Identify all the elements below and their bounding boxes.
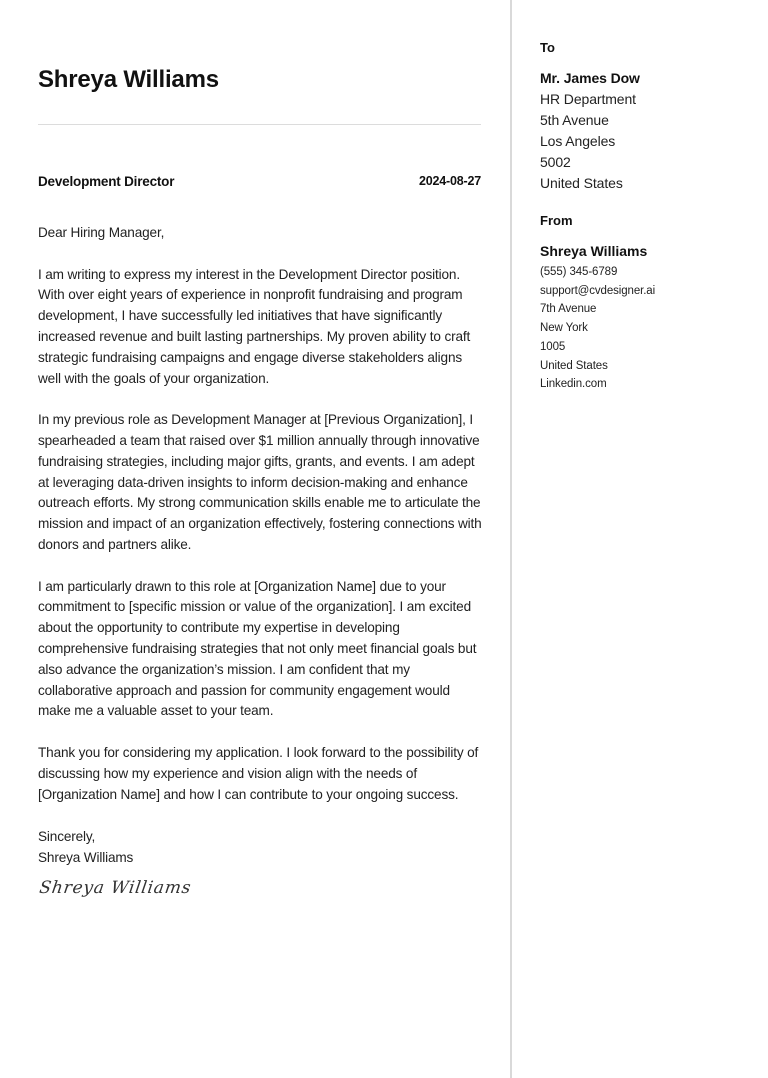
recipient-street: 5th Avenue [540,112,609,128]
paragraph-3: I am particularly drawn to this role at [Organization Name] due to your commitment to [specific mission or value of the organization]. I am excited about the opportunity to contribute my expertise in developing comprehensive fundraising strategies that not only meet financial goals but also advance the organization’s mission. I am confident that my collaborative approach and passion for community engagement would make me a valuable asset to your team. [38,578,477,719]
to-label: To [540,40,555,55]
sender-details [540,241,655,394]
recipient-name: Mr. James Dow [540,70,640,86]
recipient-department: HR Department [540,91,636,107]
sender-email: support@cvdesigner.ai [540,284,656,297]
handwritten-signature: Shreya Williams [38,878,193,898]
closing-name: Shreya Williams [38,849,134,865]
sender-name: Shreya Williams [540,243,648,259]
sender-city: New York [540,322,588,335]
letter-date: 2024-08-27 [419,174,481,188]
applicant-name: Shreya Williams [38,66,219,93]
sender-website: Linkedin.com [540,378,607,391]
letter-body [38,223,484,826]
recipient-address [540,68,640,194]
sender-zip: 1005 [540,340,566,353]
sender-phone: (555) 345-6789 [540,266,618,278]
paragraph-2: In my previous role as Development Manager at [Previous Organization], I spearheaded a team that raised over $1 million annually through innovative fundraising strategies, including major gifts, grants, and events. I am adept at leveraging data-driven insights to inform decision-making and enhance outreach efforts. My strong communication skills enable me to articulate the mission and impact of an organization effectively, fostering connections with donors and partners alike. [38,412,482,552]
paragraph-1: I am writing to express my interest in the Development Director position. With over eight years of experience in nonprofit fundraising and program development, I have successfully led initiatives that have significantly increased revenue and built lasting partnerships. My proven ability to craft strategic fundraising campaigns and engage diverse stakeholders aligns well with the goals of your organization. [38,266,471,386]
from-label: From [540,213,573,228]
recipient-country: United States [540,175,623,191]
header-divider [38,124,481,125]
job-title: Development Director [38,174,175,189]
recipient-city: Los Angeles [540,133,616,149]
recipient-zip: 5002 [540,154,571,170]
closing-block [38,827,133,869]
closing-phrase: Sincerely, [38,829,96,844]
sender-country: United States [540,359,608,372]
sender-street: 7th Avenue [540,303,597,316]
address-sidebar [540,0,755,1078]
paragraph-4: Thank you for considering my application. I look forward to the possibility of discussing how my experience and vision align with the needs of [Organization Name] and how I can contribute to your ongoing success. [38,744,479,802]
greeting: Dear Hiring Manager, [38,225,165,240]
column-divider [510,0,512,1078]
